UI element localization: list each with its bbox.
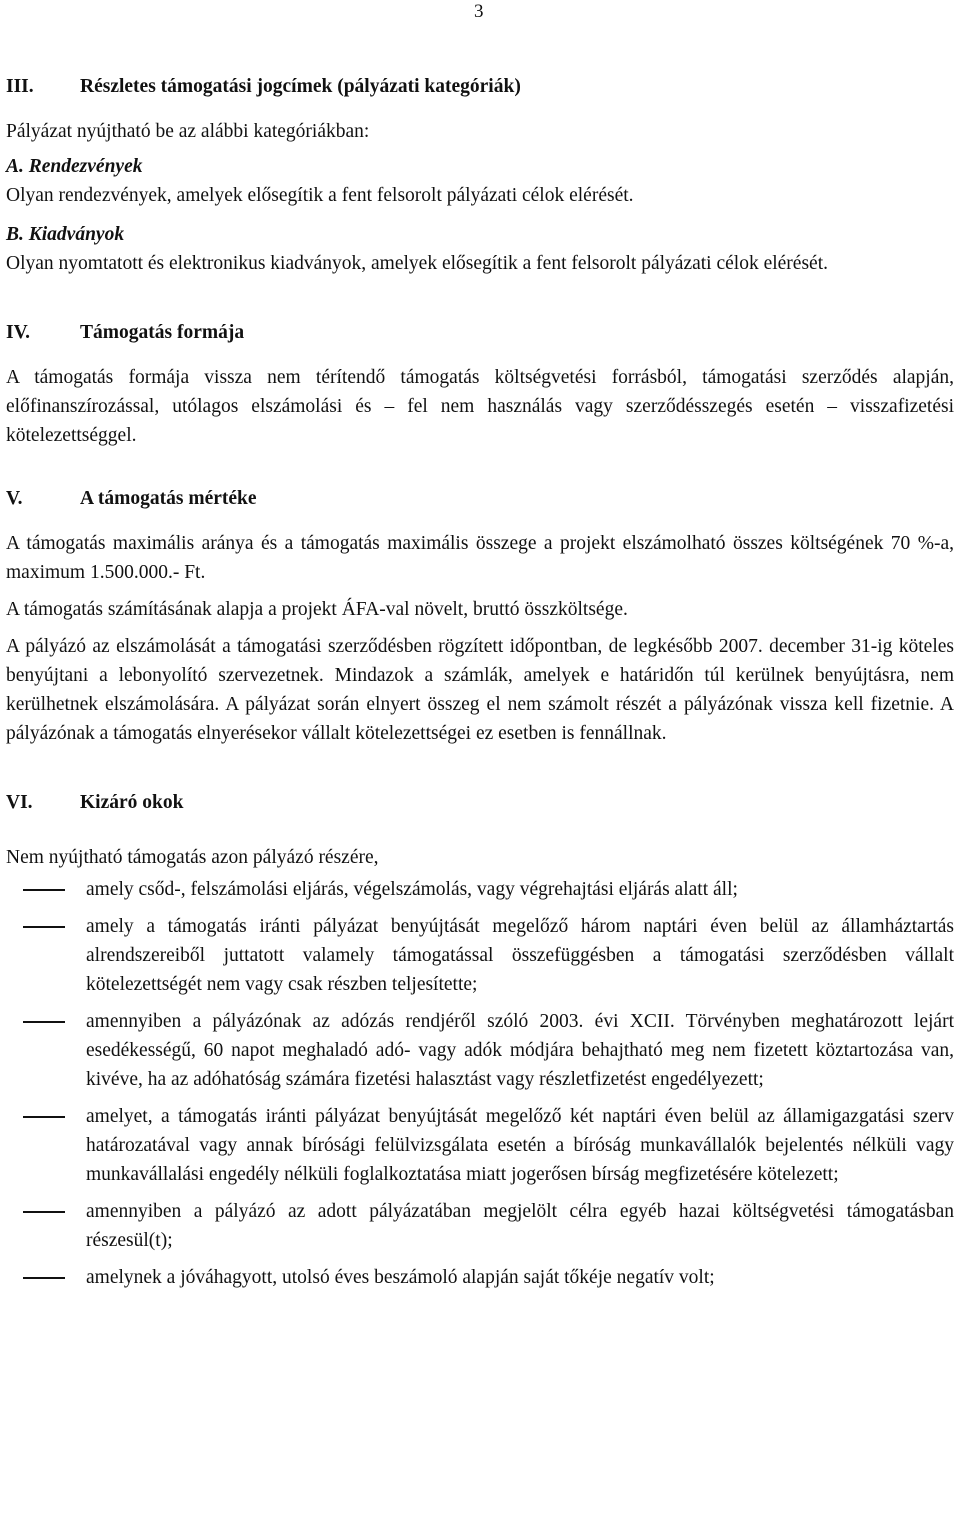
dash-bullet-icon (23, 1277, 65, 1279)
section-3-intro: Pályázat nyújtható be az alábbi kategóriákban: (6, 121, 370, 142)
section-5-paragraph-3: A pályázó az elszámolását a támogatási szerződésben rögzített időpontban, de legkésőbb 2007. december 31-ig köteles benyújtani a lebonyolító szervezetnek. Mindazok a számlák, amelyek e határidőn túl kerülnek benyújtásra, nem kerülhetnek elszámolására. A pályázat során elnyert összeg el nem számolt részét a pályázónak vissza kell fizetnie. A pályázónak a támogatás elnyerésekor vállalt kötelezettségei ez esetben is fennállnak. (6, 636, 954, 744)
category-a-title: A. Rendezvények (6, 156, 143, 177)
section-3-number: III. (6, 76, 34, 97)
section-6-title: Kizáró okok (80, 792, 184, 813)
section-5-heading (6, 484, 954, 513)
section-5-paragraph-2: A támogatás számításának alapja a projekt ÁFA-val növelt, bruttó összköltsége. (6, 599, 628, 620)
list-item: amely csőd-, felszámolási eljárás, végelszámolás, vagy végrehajtási eljárás alatt áll; (6, 875, 954, 904)
section-4-text: A támogatás formája vissza nem térítendő támogatás költségvetési forrásból, támogatási szerződés alapján, előfinanszírozással, utólagos elszámolási és – fel nem használás vagy szerződésszegés esetén – visszafizetési kötelezettséggel. (6, 367, 954, 446)
list-item: amelynek a jóváhagyott, utolsó éves beszámoló alapján saját tőkéje negatív volt; (6, 1263, 954, 1292)
list-item: amennyiben a pályázónak az adózás rendjéről szóló 2003. évi XCII. Törvényben meghatározott lejárt esedékességű, 60 napot meghaladó adó- vagy adók módjára behajtható meg nem fizetett köztartozása van, kivéve, ha az adóhatóság számára fizetési halasztást vagy részletfizetést engedélyezett; (6, 1007, 954, 1094)
section-4-number: IV. (6, 322, 31, 343)
list-item: amely a támogatás iránti pályázat benyújtását megelőző három naptári éven belül az államháztartás alrendszereiből juttatott valamely támogatással összefüggésben a támogatási szerződésben vállalt kötelezettségét nem vagy csak részben teljesítette; (6, 912, 954, 999)
exclusion-list (6, 875, 954, 1292)
dash-bullet-icon (23, 1211, 65, 1213)
category-b-title: B. Kiadványok (6, 224, 125, 245)
section-4-heading (6, 318, 954, 347)
section-5-paragraph-1: A támogatás maximális aránya és a támogatás maximális összege a projekt elszámolható összes költségének 70 %-a, maximum 1.500.000.- Ft. (6, 533, 954, 583)
section-6-heading (6, 788, 954, 817)
list-item: amennyiben a pályázó az adott pályázatában megjelölt célra egyéb hazai költségvetési támogatásban részesül(t); (6, 1197, 954, 1255)
document-content (6, 72, 954, 1292)
category-a-text: Olyan rendezvények, amelyek elősegítik a fent felsorolt pályázati célok elérését. (6, 185, 634, 206)
section-5-number: V. (6, 488, 23, 509)
section-6-intro: Nem nyújtható támogatás azon pályázó részére, (6, 847, 379, 868)
section-3-title: Részletes támogatási jogcímek (pályázati kategóriák) (80, 76, 521, 97)
dash-bullet-icon (23, 1021, 65, 1023)
dash-bullet-icon (23, 926, 65, 928)
section-3-heading (6, 72, 954, 101)
dash-bullet-icon (23, 889, 65, 891)
section-6-number: VI. (6, 792, 33, 813)
list-item: amelyet, a támogatás iránti pályázat benyújtását megelőző két naptári éven belül az államigazgatási szerv határozatával vagy annak bírósági felülvizsgálata esetén a bíróság munkavállalók bejelentés nélküli vagy munkavállalási engedély nélküli foglalkoztatása miatt jogerősen bírság megfizetésére kötelezett; (6, 1102, 954, 1189)
section-4-title: Támogatás formája (80, 322, 245, 343)
dash-bullet-icon (23, 1116, 65, 1118)
section-5-title: A támogatás mértéke (80, 488, 257, 509)
page-number: 3 (474, 1, 484, 22)
category-b-text: Olyan nyomtatott és elektronikus kiadványok, amelyek elősegítik a fent felsorolt pályázati célok elérését. (6, 253, 828, 274)
